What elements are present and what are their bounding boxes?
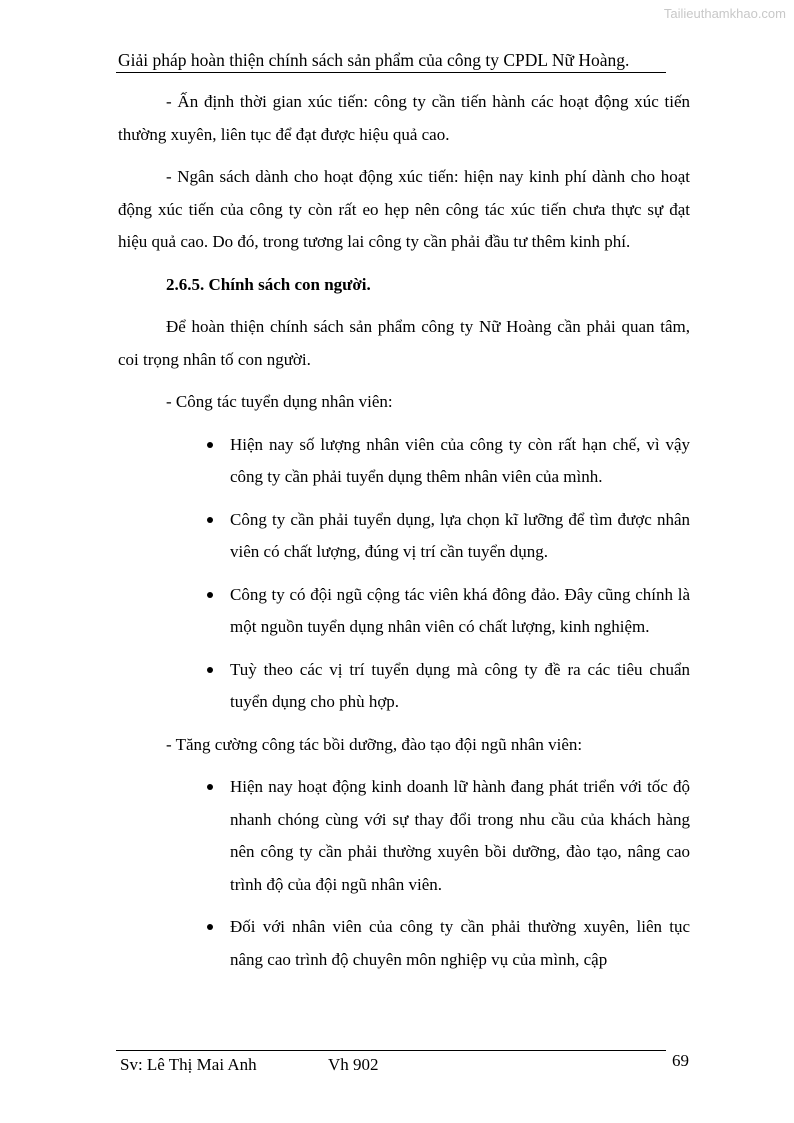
header-divider (116, 72, 666, 73)
paragraph-intro: Để hoàn thiện chính sách sản phẩm công ty Nữ Hoàng cần phải quan tâm, coi trọng nhân tố con người. (118, 317, 690, 369)
watermark: Tailieuthamkhao.com (663, 6, 786, 21)
bullet-icon (207, 667, 213, 673)
list-item: Hiện nay hoạt động kinh doanh lữ hành đang phát triển với tốc độ nhanh chóng cùng với sự thay đổi trong nhu cầu của khách hàng nên công ty cần phải thường xuyên bồi dưỡng, đào tạo, nâng cao trình độ của đội ngũ nhân viên. (230, 771, 690, 901)
page-header-title: Giải pháp hoàn thiện chính sách sản phẩm của công ty CPDL Nữ Hoàng. (118, 50, 630, 70)
footer-author: Sv: Lê Thị Mai Anh (120, 1055, 257, 1074)
section-heading: 2.6.5. Chính sách con người. (166, 274, 371, 294)
list-item: Công ty có đội ngũ cộng tác viên khá đông đảo. Đây cũng chính là một nguồn tuyển dụng nhân viên có chất lượng, kinh nghiệm. (230, 579, 690, 644)
bullet-icon (207, 592, 213, 598)
bullet-icon (207, 784, 213, 790)
bullet-icon (207, 924, 213, 930)
bullet-icon (207, 517, 213, 523)
footer-class: Vh 902 (328, 1055, 379, 1074)
document-body (118, 86, 690, 976)
bullet-icon (207, 442, 213, 448)
paragraph-promotion-budget: - Ngân sách dành cho hoạt động xúc tiến: hiện nay kinh phí dành cho hoạt động xúc tiến của công ty còn rất eo hẹp nên công tác xúc tiến chưa thực sự đạt hiệu quả cao. Do đó, trong tương lai công ty cần phải đầu tư thêm kinh phí. (118, 167, 690, 251)
list-item: Hiện nay số lượng nhân viên của công ty còn rất hạn chế, vì vậy công ty cần phải tuyển dụng thêm nhân viên của mình. (230, 429, 690, 494)
training-title: - Tăng cường công tác bồi dưỡng, đào tạo đội ngũ nhân viên: (166, 734, 583, 754)
recruitment-list (118, 429, 690, 719)
page-number: 69 (672, 1051, 689, 1070)
training-list (118, 771, 690, 976)
list-item: Công ty cần phải tuyển dụng, lựa chọn kĩ lưỡng để tìm được nhân viên có chất lượng, đúng vị trí cần tuyển dụng. (230, 504, 690, 569)
list-item: Đối với nhân viên của công ty cần phải thường xuyên, liên tục nâng cao trình độ chuyên môn nghiệp vụ của mình, cập (230, 911, 690, 976)
paragraph-promotion-timing: - Ấn định thời gian xúc tiến: công ty cần tiến hành các hoạt động xúc tiến thường xuyên, liên tục để đạt được hiệu quả cao. (118, 92, 690, 144)
recruitment-title: - Công tác tuyển dụng nhân viên: (166, 392, 393, 411)
list-item: Tuỳ theo các vị trí tuyển dụng mà công ty đề ra các tiêu chuẩn tuyển dụng cho phù hợp. (230, 654, 690, 719)
footer-divider (116, 1050, 666, 1051)
